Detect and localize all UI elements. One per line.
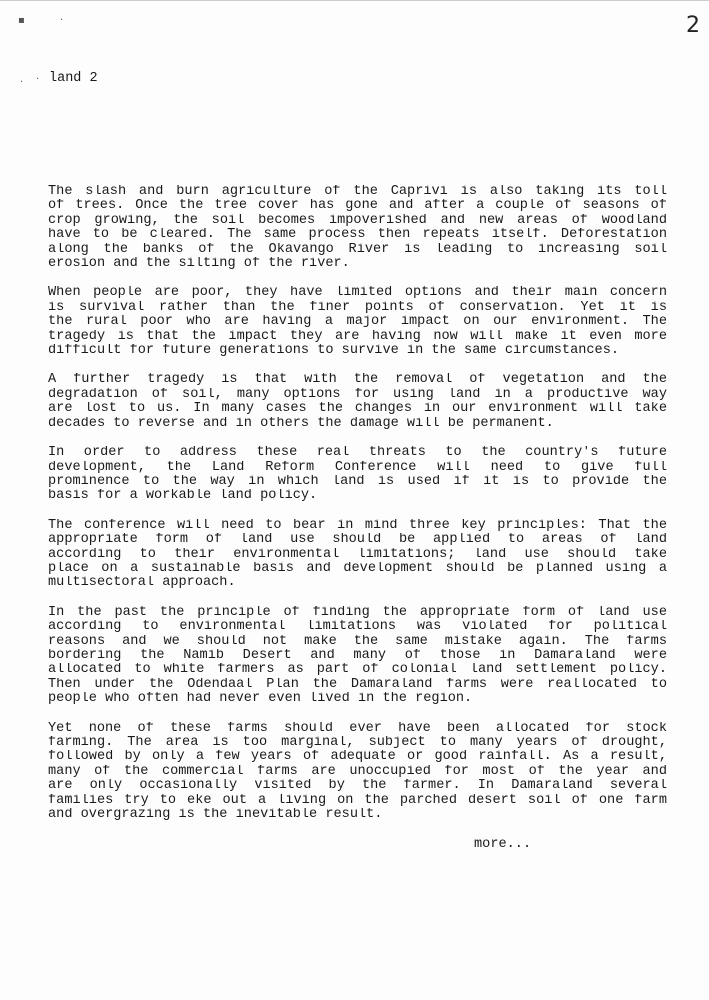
text-line: prominence to the way in which land is used if it is to provide the — [48, 474, 667, 489]
text-line: followed by only a few years of adequate or good rainfall. As a result, — [48, 750, 667, 765]
text-line: place on a sustainable basis and development should be planned using a — [48, 561, 667, 576]
text-line: When people are poor, they have limited options and their main concern — [48, 286, 667, 301]
text-line: basis for a workable land policy. — [48, 489, 318, 504]
text-line: many of the commercial farms are unoccupied for most of the year and — [48, 764, 667, 779]
text-line: In order to address these real threats to the country's future — [48, 446, 667, 461]
paragraph — [48, 373, 667, 431]
text-line: the rural poor who are having a major impact on our environment. The — [48, 315, 667, 330]
paragraph — [48, 519, 667, 591]
continuation-note: more... — [474, 837, 532, 852]
text-line: families try to eke out a living on the parched desert soil of one farm — [48, 793, 667, 808]
scan-speck: · — [36, 74, 40, 85]
text-line: is survival rather than the finer points of conservation. Yet it is — [48, 300, 667, 315]
text-line: The conference will need to bear in mind three key principles: That the — [48, 518, 667, 533]
text-line: erosion and the silting of the river. — [48, 257, 350, 272]
paragraph — [48, 606, 667, 707]
text-line: of trees. Once the tree cover has gone and after a couple of seasons of — [48, 199, 667, 214]
paragraph — [48, 446, 667, 504]
text-line: are only occasionally visited by the farmer. In Damaraland several — [48, 779, 667, 794]
text-line: farming. The area is too marginal, subject to many years of drought, — [48, 736, 667, 750]
text-line: difficult for future generations to survive in the same circumstances. — [48, 344, 620, 359]
text-line: Yet none of these farms should ever have been allocated for stock — [48, 721, 667, 736]
text-line: The slash and burn agriculture of the Caprivi is also taking its toll — [48, 185, 667, 199]
text-line: are lost to us. In many cases the changes in our environment will take — [48, 402, 667, 417]
document-body — [48, 185, 667, 837]
paragraph — [48, 722, 667, 823]
paragraph — [48, 185, 667, 271]
text-line: people who often had never even lived in the region. — [48, 692, 473, 707]
text-line: crop growing, the soil becomes impoverished and new areas of woodland — [48, 213, 667, 228]
text-line: according to their environmental limitations; land use should take — [48, 547, 667, 562]
text-line: Then under the Odendaal Plan the Damaraland farms were reallocated to — [48, 677, 667, 692]
text-line: along the banks of the Okavango River is leading to increasing soil — [48, 242, 667, 257]
text-line: appropriate form of land use should be applied to areas of land — [48, 533, 667, 548]
text-line: bordering the Namib Desert and many of those in Damaraland were — [48, 648, 667, 663]
paragraph — [48, 286, 667, 358]
text-line: tragedy is that the impact they are having now will make it even more — [48, 329, 667, 344]
page-number: 2 — [686, 13, 700, 38]
scan-speck: · — [20, 77, 24, 88]
text-line: have to be cleared. The same process then repeats itself. Deforestation — [48, 228, 667, 243]
text-line: allocated to white farmers as part of colonial land settlement policy. — [48, 663, 667, 678]
text-line: reasons and we should not make the same mistake again. The farms — [48, 634, 667, 649]
text-line: and overgrazing is the inevitable result. — [48, 808, 383, 823]
text-line: development, the Land Reform Conference will need to give full — [48, 460, 667, 475]
text-line: In the past the principle of finding the appropriate form of land use — [48, 605, 667, 620]
scan-speck: · — [60, 15, 64, 26]
header-reference: land 2 — [49, 71, 98, 86]
text-line: multisectoral approach. — [48, 576, 236, 591]
scan-speck: ▪ — [18, 15, 25, 26]
text-line: decades to reverse and in others the damage will be permanent. — [48, 416, 554, 431]
text-line: according to environmental limitations was violated for political — [48, 620, 667, 635]
text-line: degradation of soil, many options for using land in a productive way — [48, 387, 667, 402]
text-line: A further tragedy is that with the removal of vegetation and the — [48, 373, 667, 388]
